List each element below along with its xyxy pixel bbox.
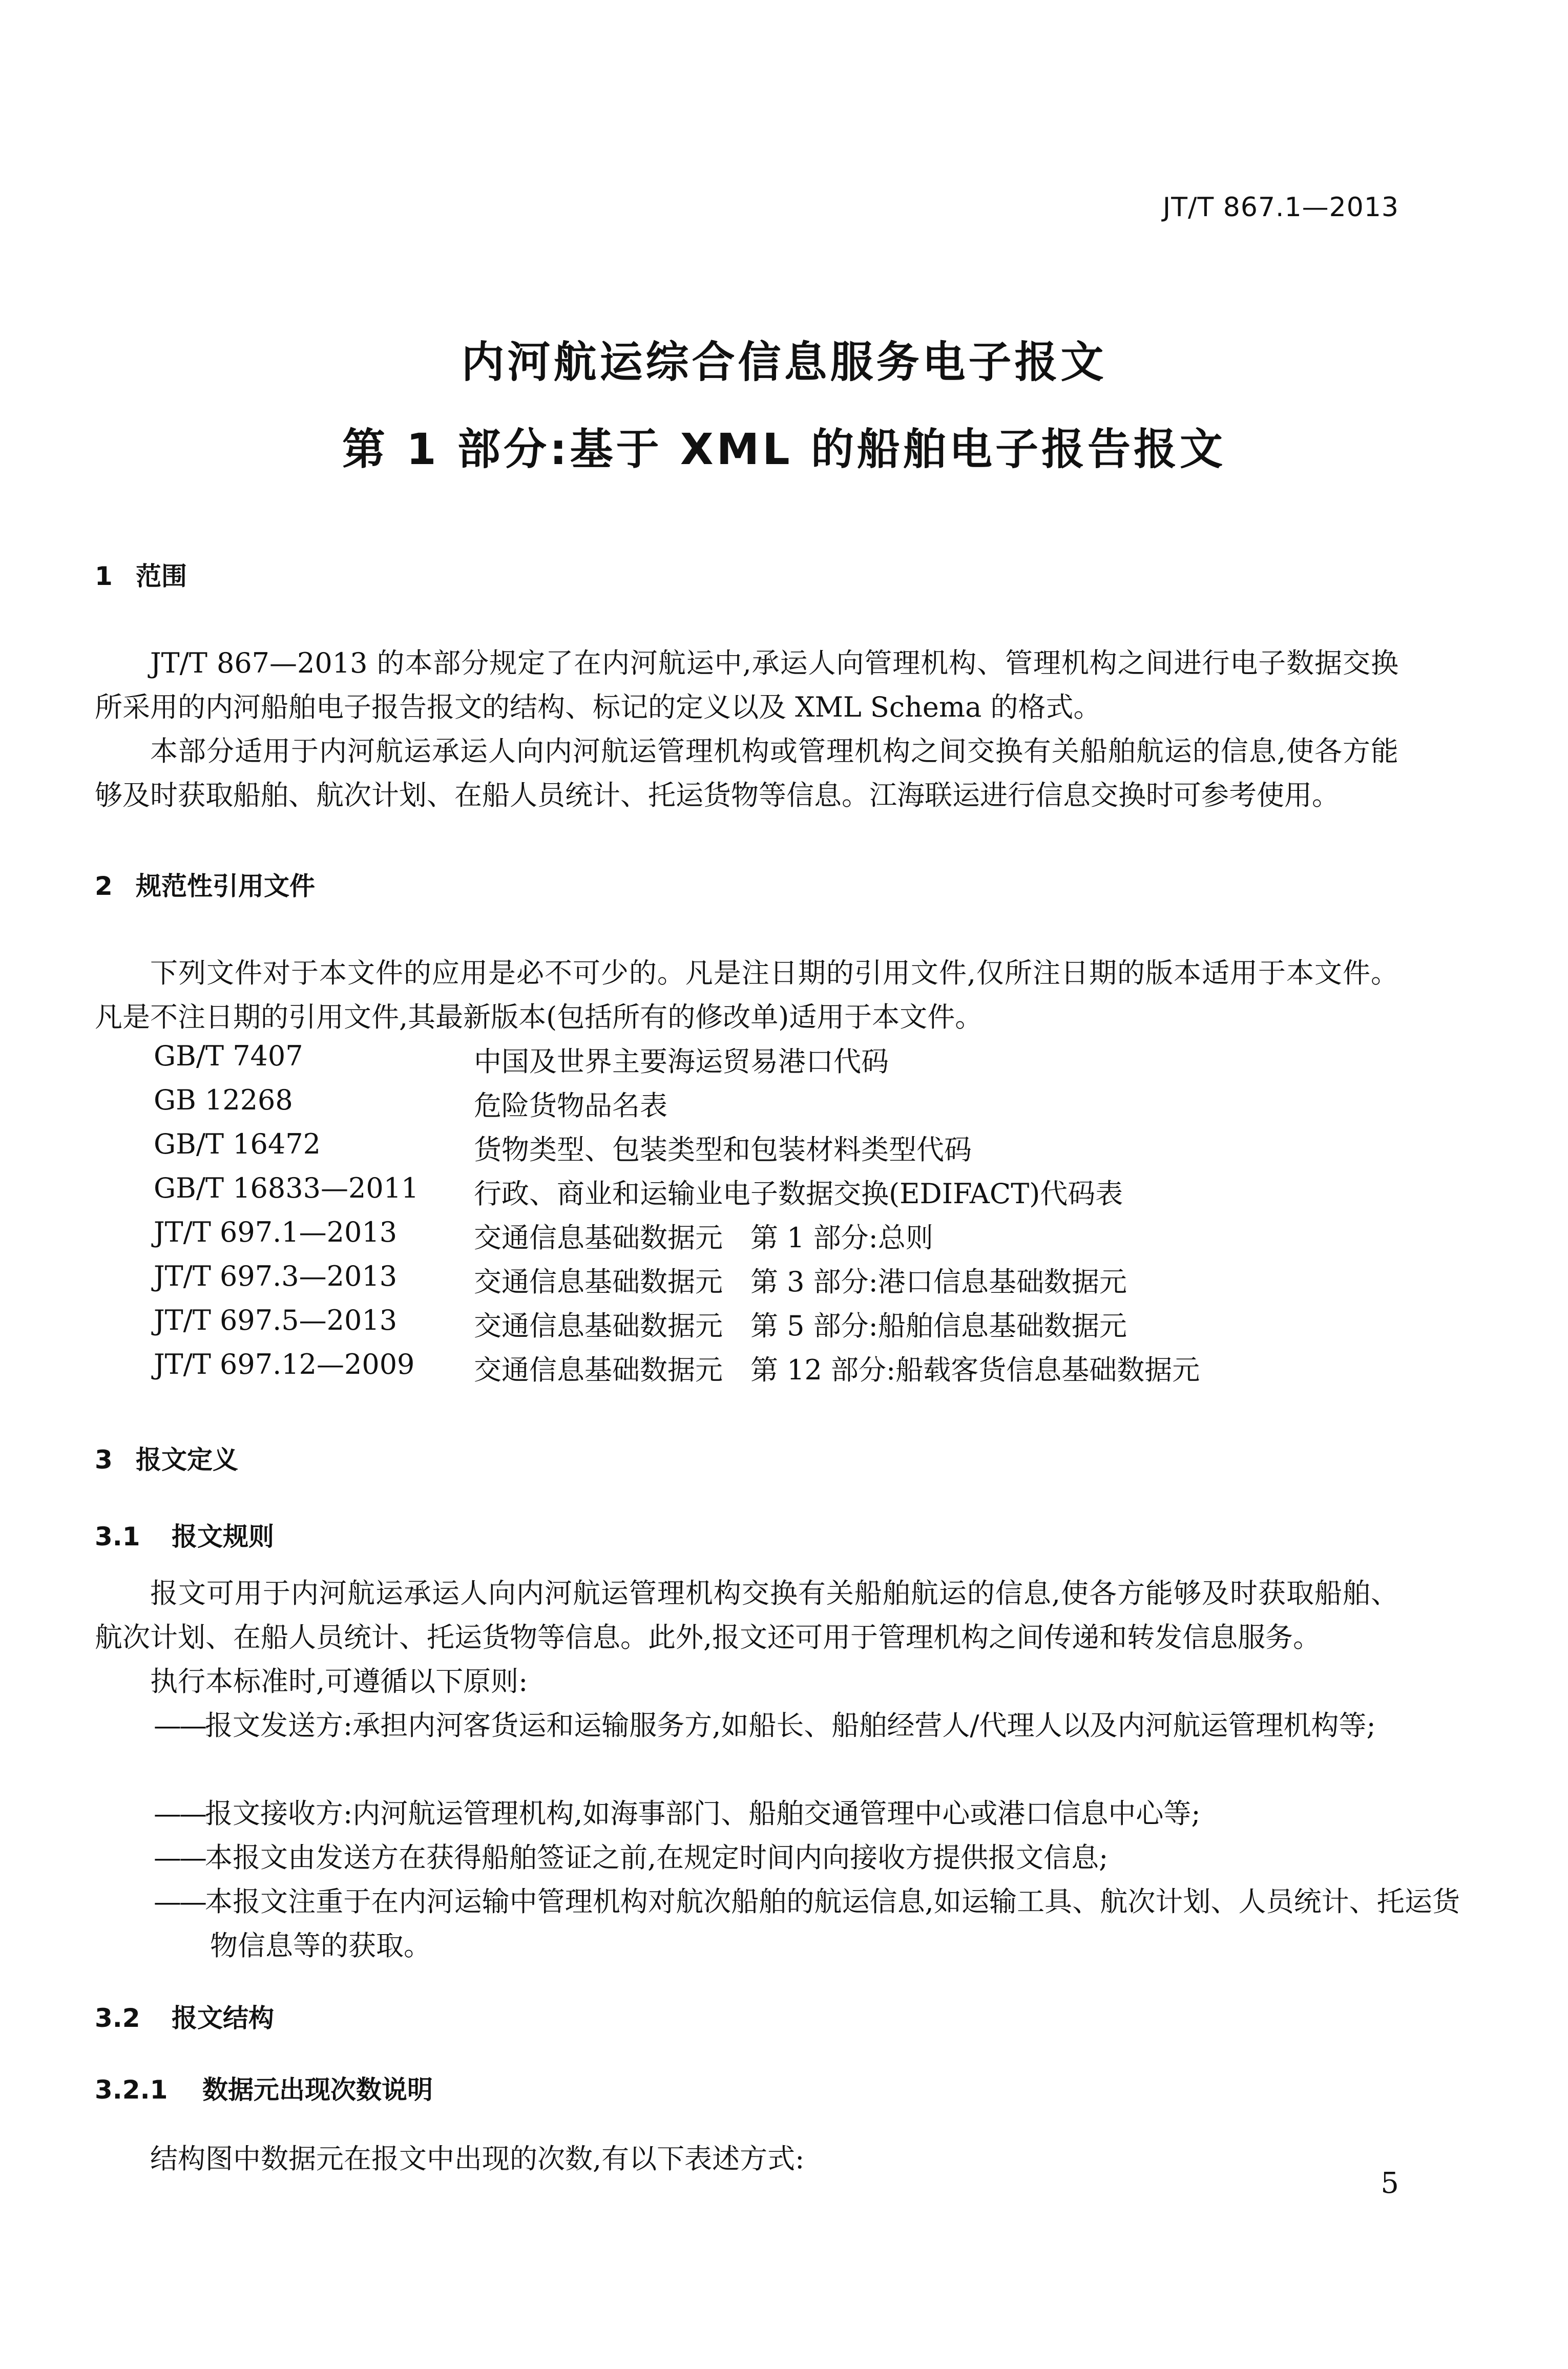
reference-code: GB/T 16833—2011 — [154, 1172, 419, 1204]
section-title: 规范性引用文件 — [136, 871, 315, 901]
reference-code: JT/T 697.3—2013 — [154, 1260, 398, 1292]
principle-text: 报文发送方:承担内河客货运和运输服务方,如船长、船舶经营人/代理人以及内河航运管理机构等; — [205, 1709, 1376, 1742]
principle-text: 本报文由发送方在获得船舶签证之前,在规定时间内向接收方提供报文信息; — [205, 1841, 1109, 1874]
document-title-line2: 第 1 部分:基于 XML 的船舶电子报告报文 — [342, 424, 1226, 474]
reference-row — [154, 1128, 1200, 1172]
reference-title: 交通信息基础数据元 第 12 部分:船载客货信息基础数据元 — [474, 1354, 1200, 1386]
section-1-heading — [95, 556, 187, 593]
reference-title: 中国及世界主要海运贸易港口代码 — [474, 1045, 889, 1078]
dash-marker: —— — [154, 1797, 205, 1830]
document-title-line1: 内河航运综合信息服务电子报文 — [461, 337, 1107, 387]
reference-code: JT/T 697.1—2013 — [154, 1216, 398, 1248]
reference-title: 交通信息基础数据元 第 5 部分:船舶信息基础数据元 — [474, 1310, 1127, 1342]
section-number: 3.2.1 — [95, 2075, 168, 2105]
section-title: 报文结构 — [172, 2003, 274, 2033]
section-3-2-heading — [95, 1998, 274, 2035]
section-1-paragraph-2: 本部分适用于内河航运承运人向内河航运管理机构或管理机构之间交换有关船舶航运的信息,使各方能够及时获取船舶、航次计划、在船人员统计、托运货物等信息。江海联运进行信息交换时可参考使用。 — [95, 735, 1398, 811]
section-3-2-1-heading — [95, 2069, 433, 2106]
section-3-heading — [95, 1439, 238, 1476]
reference-code: GB/T 7407 — [154, 1040, 303, 1072]
section-title: 数据元出现次数说明 — [202, 2075, 433, 2105]
principle-item — [154, 1792, 1460, 1836]
reference-row — [154, 1304, 1200, 1348]
normative-references-list — [154, 1040, 1200, 1392]
reference-row — [154, 1216, 1200, 1260]
section-number: 3.1 — [95, 1522, 140, 1552]
reference-title: 危险货物品名表 — [474, 1089, 667, 1122]
section-3-1-principles-intro: 执行本标准时,可遵循以下原则: — [150, 1665, 528, 1697]
section-3-2-1-paragraph: 结构图中数据元在报文中出现的次数,有以下表述方式: — [150, 2143, 805, 2175]
reference-code: GB 12268 — [154, 1084, 293, 1116]
reference-title: 行政、商业和运输业电子数据交换(EDIFACT)代码表 — [474, 1178, 1123, 1210]
dash-marker: —— — [154, 1709, 205, 1742]
reference-title: 交通信息基础数据元 第 3 部分:港口信息基础数据元 — [474, 1266, 1127, 1298]
page-number: 5 — [1381, 2167, 1399, 2200]
section-title: 报文定义 — [136, 1445, 238, 1475]
section-3-1-paragraph: 报文可用于内河航运承运人向内河航运管理机构交换有关船舶航运的信息,使各方能够及时获取船舶、航次计划、在船人员统计、托运货物等信息。此外,报文还可用于管理机构之间传递和转发信息服务。 — [95, 1577, 1398, 1653]
section-number: 1 — [95, 561, 113, 591]
reference-row — [154, 1260, 1200, 1304]
section-1-paragraph-1: JT/T 867—2013 的本部分规定了在内河航运中,承运人向管理机构、管理机构之间进行电子数据交换所采用的内河船舶电子报告报文的结构、标记的定义以及 XML Schema 的格式。 — [95, 647, 1398, 723]
reference-code: GB/T 16472 — [154, 1128, 321, 1160]
reference-code: JT/T 697.5—2013 — [154, 1304, 398, 1336]
reference-title: 货物类型、包装类型和包装材料类型代码 — [474, 1134, 972, 1166]
reference-row — [154, 1172, 1200, 1216]
reference-title: 交通信息基础数据元 第 1 部分:总则 — [474, 1222, 933, 1254]
standard-code: JT/T 867.1—2013 — [1162, 192, 1399, 223]
principle-item — [154, 1704, 1460, 1748]
principle-item — [154, 1880, 1460, 1968]
dash-marker: —— — [154, 1885, 205, 1918]
section-title: 范围 — [136, 561, 187, 591]
section-2-intro: 下列文件对于本文件的应用是必不可少的。凡是注日期的引用文件,仅所注日期的版本适用于本文件。凡是不注日期的引用文件,其最新版本(包括所有的修改单)适用于本文件。 — [95, 957, 1398, 1033]
section-2-heading — [95, 866, 315, 903]
section-number: 3.2 — [95, 2003, 140, 2033]
section-3-1-heading — [95, 1516, 274, 1553]
reference-row — [154, 1040, 1200, 1084]
dash-marker: —— — [154, 1841, 205, 1874]
reference-row — [154, 1348, 1200, 1392]
reference-row — [154, 1084, 1200, 1128]
section-number: 2 — [95, 871, 113, 901]
principle-text: 报文接收方:内河航运管理机构,如海事部门、船舶交通管理中心或港口信息中心等; — [205, 1797, 1201, 1830]
reference-code: JT/T 697.12—2009 — [154, 1348, 415, 1380]
principle-item — [154, 1836, 1460, 1880]
section-title: 报文规则 — [172, 1522, 274, 1552]
section-number: 3 — [95, 1445, 113, 1475]
principle-text: 本报文注重于在内河运输中管理机构对航次船舶的航运信息,如运输工具、航次计划、人员统计、托运货物信息等的获取。 — [205, 1885, 1460, 1962]
